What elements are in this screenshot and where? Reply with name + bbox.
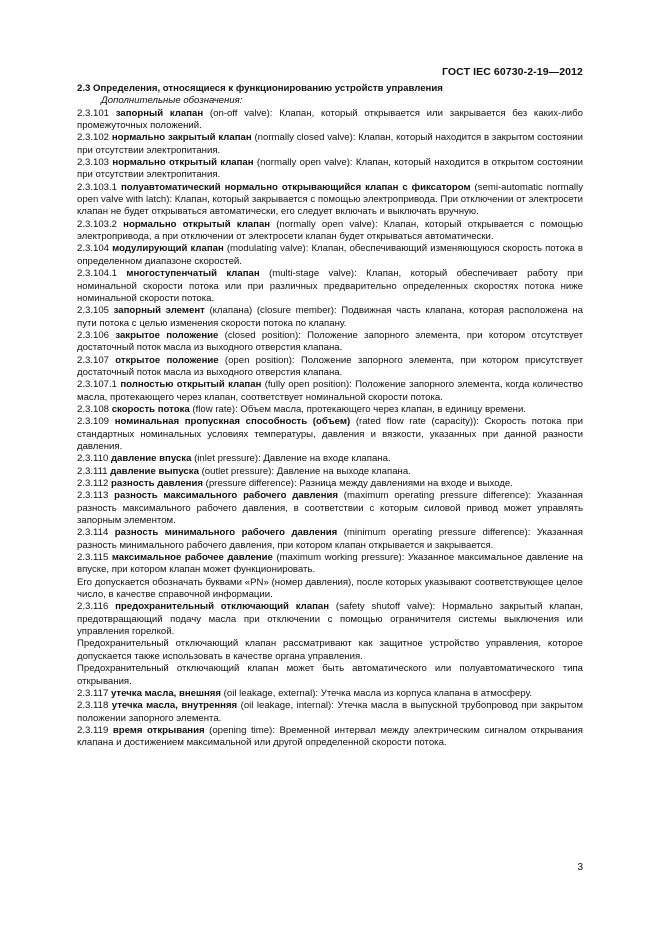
defined-term: давление выпуска (110, 465, 199, 477)
definition-text: (normally closed valve): Клапан, который находится в закрытом состоянии при отсутствии электропитания. (77, 132, 583, 156)
definition-text: (modulating valve): Клапан, обеспечивающий изменяющуюся скорость потока в определенном диапазоне скоростей. (77, 243, 583, 267)
definition-text: (flow rate): Объем масла, протекающего через клапан, в единицу времени. (189, 403, 526, 415)
defined-term: открытое положение (115, 354, 219, 366)
clause-number: 2.3.119 (77, 724, 113, 736)
defined-term: нормально открытый клапан (112, 157, 254, 169)
defined-term: скорость потока (111, 403, 190, 415)
clause-number: 2.3.107.1 (77, 379, 121, 391)
definition-paragraph (77, 330, 583, 355)
definition-paragraph (77, 552, 583, 577)
definition-text: (semi-automatic normally open valve with latch): Клапан, который закрывается с помощью электропривода. При отключении от электросети клапан не будет открываться автоматически, его следует включать и выключать вручную. (77, 181, 583, 218)
defined-term: разность минимального рабочего давления (114, 527, 338, 539)
definition-paragraph (77, 379, 583, 404)
definition-paragraph (77, 182, 583, 219)
definition-paragraph (77, 577, 583, 602)
definition-text: Предохранительный отключающий клапан рассматривают как защитное устройство управления, которое допускается также использовать в качестве органа управления. (77, 638, 583, 662)
defined-term: модулирующий клапан (112, 243, 224, 255)
definition-paragraph (77, 416, 583, 453)
definition-paragraph (77, 404, 583, 416)
definition-text: (normally open valve): Клапан, который открывается с помощью электропривода, а при отключении от электросети клапан будет открываться автоматически. (77, 218, 583, 243)
clause-number: 2.3.117 (77, 687, 111, 699)
definition-text: (maximum operating pressure difference): Указанная разность максимального рабочего давления, в соответствии с которым силовой привод может управлять запорным элементом. (77, 490, 583, 527)
defined-term: нормально закрытый клапан (111, 132, 252, 144)
definition-text: (normally open valve): Клапан, который находится в открытом состоянии при отсутствии электропитания. (77, 157, 583, 181)
clause-number: 2.3.106 (77, 329, 116, 341)
document-body (77, 83, 583, 750)
section-title: 2.3 Определения, относящиеся к функционированию устройств управления (77, 83, 443, 94)
definition-text: (opening time): Временной интервал между электрическим сигналом открывания клапана и достижением максимальной или другой определенной скорости потока. (77, 724, 583, 749)
clause-number: 2.3.104 (77, 243, 113, 255)
definition-text: Его допускается обозначать буквами «PN» (номер давления), после которых указывают соответствующее целое число, в качестве справочной информации. (77, 576, 583, 601)
definition-text: (safety shutoff valve): Нормально закрытый клапан, предотвращающий подачу масла при отключении с помощью ограничителя системы выключения или управления горелкой. (77, 601, 583, 638)
clause-number: 2.3.104.1 (77, 268, 127, 280)
clause-number: 2.3.115 (77, 552, 112, 564)
defined-term: утечка масла, внутренняя (111, 700, 238, 712)
definition-paragraph (77, 243, 583, 268)
page-number: 3 (577, 862, 583, 873)
definition-text: Предохранительный отключающий клапан может быть автоматического или полуавтоматического типа открывания. (77, 663, 583, 687)
defined-term: полуавтоматический нормально открывающийся клапан с фиксатором (120, 181, 471, 193)
defined-term: максимальное рабочее давление (111, 552, 273, 564)
definition-paragraph (77, 132, 583, 157)
definition-paragraph (77, 638, 583, 663)
definitions-list (77, 108, 583, 750)
definition-text: (rated flow rate (capacity)): Скорость потока при стандартных номинальных условиях температуры, давления и вязкости, указанных при данной разности давления. (77, 416, 583, 452)
clause-number: 2.3.111 (77, 465, 111, 477)
defined-term: нормально открытый клапан (123, 218, 271, 230)
defined-term: давление впуска (110, 453, 192, 465)
defined-term: утечка масла, внешняя (110, 687, 222, 699)
definition-text: (multi-stage valve): Клапан, который обеспечивает работу при номинальной скорости потока или при различных предварительно определенных скоростях потока ниже номинальной скорости потока. (77, 268, 584, 304)
definition-paragraph (77, 108, 583, 133)
clause-number: 2.3.109 (77, 416, 115, 428)
clause-number: 2.3.113 (77, 490, 115, 502)
definition-paragraph (77, 478, 583, 490)
defined-term: предохранительный отключающий клапан (115, 601, 330, 613)
definition-paragraph (77, 466, 583, 478)
clause-number: 2.3.103.1 (77, 181, 121, 193)
definition-paragraph (77, 688, 583, 700)
clause-number: 2.3.103 (77, 157, 113, 169)
definition-paragraph (77, 725, 583, 750)
definition-paragraph (77, 700, 583, 725)
definition-text: (maximum working pressure): Указанное максимальное давление на впуске, при котором клапан может функционировать. (77, 552, 583, 576)
definition-paragraph (77, 527, 583, 552)
definition-paragraph (77, 663, 583, 688)
definition-paragraph (77, 601, 583, 638)
defined-term: закрытое положение (115, 329, 219, 341)
definition-paragraph (77, 305, 583, 330)
clause-number: 2.3.114 (77, 527, 115, 539)
definition-text: (minimum operating pressure difference): Указанная разность минимального рабочего давления, при котором клапан открывается и закрывается. (77, 527, 583, 551)
defined-term: номинальная пропускная способность (объем) (114, 416, 351, 428)
definition-paragraph (77, 453, 583, 465)
defined-term: время открывания (112, 724, 205, 736)
clause-number: 2.3.108 (77, 403, 112, 415)
definition-text: (клапана) (closure member): Подвижная часть клапана, которая расположена на пути потока с целью изменения скорости потока по клапану. (77, 305, 583, 329)
definition-text: (closed position): Положение запорного элемента, при котором отсутствует достаточный поток масла из выходного отверстия клапана. (77, 329, 583, 354)
defined-term: разность максимального рабочего давления (114, 490, 339, 502)
defined-term: многоступенчатый клапан (126, 268, 260, 280)
clause-number: 2.3.102 (77, 132, 112, 144)
definition-text: (outlet pressure): Давление на выходе клапана. (198, 465, 411, 477)
definition-text: (inlet pressure): Давление на входе клапана. (191, 453, 391, 465)
section-note: Дополнительные обозначения: (101, 95, 243, 107)
definition-paragraph (77, 219, 583, 244)
clause-number: 2.3.112 (77, 478, 111, 489)
clause-number: 2.3.103.2 (77, 218, 124, 230)
definition-text: (pressure difference): Разница между давлениями на входе и выходе. (202, 478, 513, 489)
defined-term: полностью открытый клапан (120, 379, 262, 391)
clause-number: 2.3.118 (77, 700, 112, 712)
definition-paragraph (77, 268, 583, 305)
clause-number: 2.3.107 (77, 354, 116, 366)
clause-number: 2.3.116 (77, 601, 116, 613)
definition-text: (oil leakage, external): Утечка масла из корпуса клапана в атмосферу. (221, 687, 532, 699)
document-code: ГОСТ IEC 60730-2-19—2012 (441, 66, 583, 78)
definition-paragraph (77, 355, 583, 380)
defined-term: запорный клапан (115, 107, 204, 119)
definition-text: (oil leakage, internal): Утечка масла в выпускной трубопровод при закрытом положении запорного элемента. (77, 700, 583, 724)
definition-text: (on-off valve): Клапан, который открывается или закрывается без каких-либо промежуточных положений. (77, 107, 583, 132)
clause-number: 2.3.105 (77, 305, 114, 317)
definition-paragraph (77, 490, 583, 527)
clause-number: 2.3.101 (77, 107, 116, 119)
defined-term: запорный элемент (113, 305, 205, 317)
clause-number: 2.3.110 (77, 453, 111, 465)
definition-text: (fully open position): Положение запорного элемента, когда количество масла, протекающего через клапан, соответствует номинальной скорости потока. (77, 379, 583, 403)
definition-text: (open position): Положение запорного элемента, при котором присутствует достаточный поток масла из выходного отверстия клапана. (77, 354, 583, 378)
definition-paragraph (77, 157, 583, 182)
defined-term: разность давления (110, 478, 203, 489)
